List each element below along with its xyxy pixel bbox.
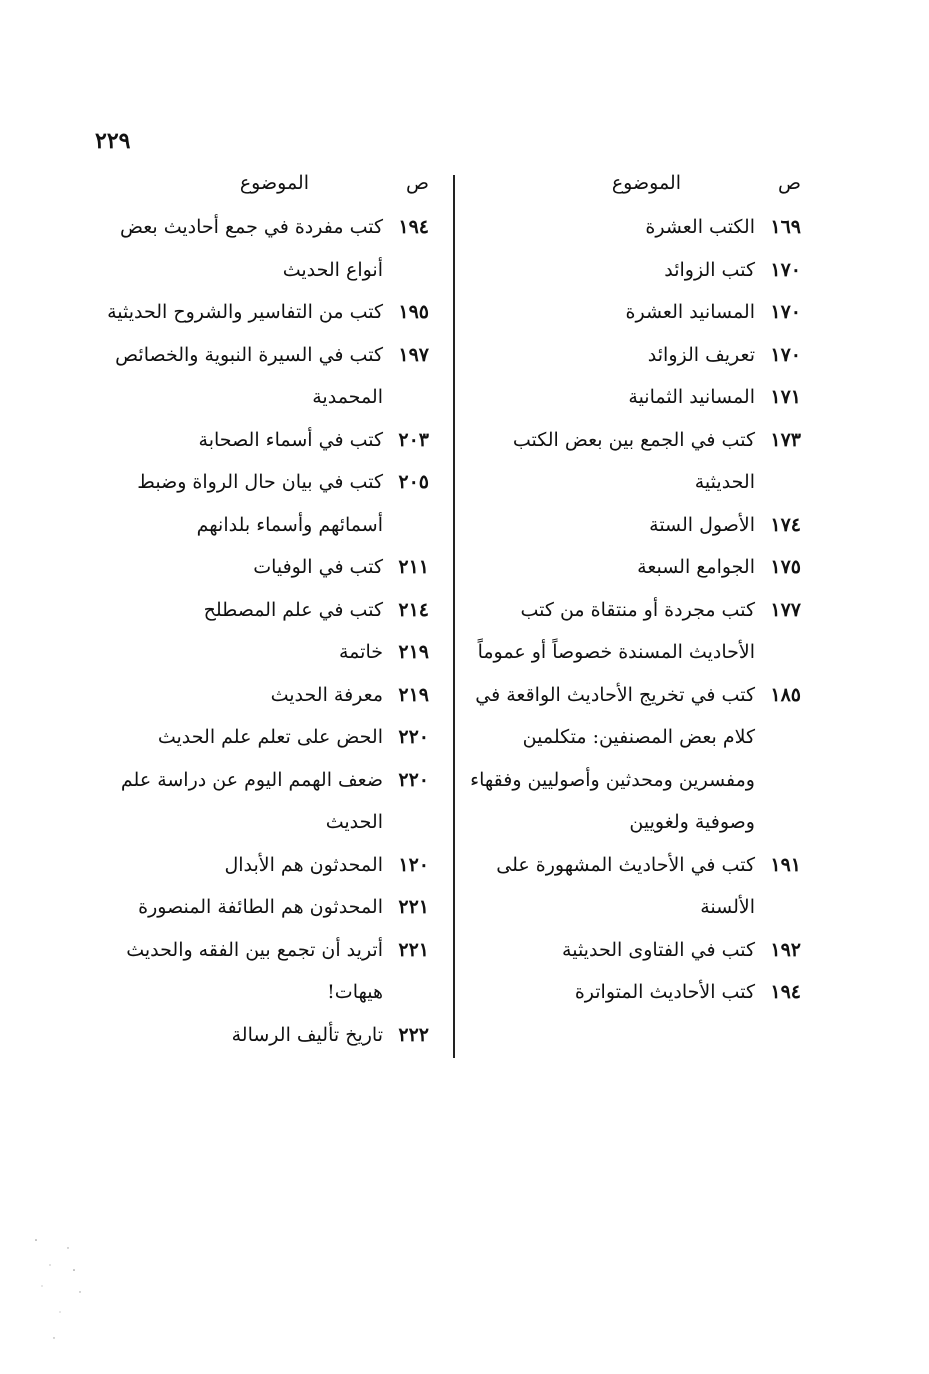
entry-page-number: ٢٢٠ [398, 768, 429, 791]
toc-entry [99, 589, 429, 632]
toc-entry [99, 929, 429, 1014]
entry-topic: المسانيد العشرة [625, 301, 755, 323]
column-header [99, 170, 429, 206]
entry-page-number: ١٧٤ [770, 513, 801, 536]
entry-page-number: ٢٢١ [398, 938, 429, 961]
toc-entry [451, 844, 801, 929]
entry-page-number: ٢١٤ [398, 598, 429, 621]
entry-page-number: ٢٢١ [398, 896, 429, 918]
entry-page-number: ١٩٤ [770, 981, 801, 1003]
entry-topic: كتب في السيرة النبوية والخصائص المحمدية [115, 343, 383, 408]
toc-entry [451, 504, 801, 547]
entry-page-number: ١٧٣ [770, 428, 801, 451]
toc-entry [451, 291, 801, 334]
entry-page-number: ١٩٧ [398, 343, 429, 366]
entry-topic: كتب مجردة أو منتقاة من كتب الأحاديث المسندة خصوصاً أو عموماً [477, 598, 755, 663]
entry-topic: الكتب العشرة [645, 216, 755, 238]
toc-entry [99, 206, 429, 291]
toc-entry [99, 886, 429, 929]
entry-topic: تاريخ تأليف الرسالة [231, 1023, 383, 1046]
toc-entry [99, 844, 429, 887]
entry-topic: أتريد أن تجمع بين الفقه والحديث هيهات! [126, 938, 383, 1003]
page-number: ٢٢٩ [95, 128, 131, 154]
entry-page-number: ٢٢٢ [398, 1023, 429, 1046]
toc-entry [451, 206, 801, 249]
entry-page-number: ١٩٤ [398, 216, 429, 238]
entry-topic: الجوامع السبعة [637, 556, 755, 578]
entry-topic: كتب في بيان حال الرواة وضبط أسمائهم وأسماء بلدانهم [137, 471, 383, 536]
entry-page-number: ١٧٠ [770, 301, 801, 323]
toc-entry [451, 929, 801, 972]
column-header [451, 170, 801, 206]
entry-page-number: ٢٠٣ [398, 428, 429, 451]
page-column-heading: ص [406, 172, 429, 194]
toc-entry [451, 546, 801, 589]
toc-entry [99, 631, 429, 674]
toc-entry [451, 334, 801, 377]
toc-entry [99, 674, 429, 717]
entry-topic: كتب في الوفيات [253, 556, 383, 578]
entry-topic: تعريف الزوائد [647, 343, 755, 366]
entry-topic: كتب من التفاسير والشروح الحديثية [107, 301, 383, 323]
toc-entry [99, 546, 429, 589]
toc-entry [451, 971, 801, 1014]
entry-topic: كتب في الجمع بين بعض الكتب الحديثية [512, 428, 755, 493]
entry-topic: خاتمة [339, 641, 383, 663]
entry-page-number: ١٧١ [770, 386, 801, 408]
toc-entry [99, 419, 429, 462]
toc-entry [99, 716, 429, 759]
entry-topic: كتب الزوائد [664, 258, 755, 281]
topic-column-heading: الموضوع [239, 172, 309, 194]
entry-topic: الأصول الستة [649, 513, 755, 536]
entry-page-number: ١٩٢ [770, 938, 801, 961]
toc-entry [99, 461, 429, 546]
entry-page-number: ١٧٠ [770, 343, 801, 366]
entry-topic: المحدثون هم الأبدال [224, 853, 383, 876]
toc-entry [99, 291, 429, 334]
entry-page-number: ١٧٧ [770, 598, 801, 621]
entry-topic: كتب في الفتاوى الحديثية [562, 938, 755, 961]
entry-page-number: ٢٠٥ [398, 471, 429, 493]
entry-page-number: ١٨٥ [770, 683, 801, 706]
entry-topic: كتب مفردة في جمع أحاديث بعض أنواع الحديث [119, 216, 383, 281]
entry-topic: المحدثون هم الطائفة المنصورة [138, 896, 383, 918]
entry-topic: كتب في تخريج الأحاديث الواقعة في كلام بعض المصنفين: متكلمين ومفسرين ومحدثين وأصوليين وفقهاء وصوفية ولغويين [470, 683, 755, 833]
entry-topic: كتب في الأحاديث المشهورة على الألسنة [496, 853, 755, 918]
toc-entry [451, 674, 801, 844]
entry-page-number: ١٦٩ [770, 216, 801, 238]
scan-specks [30, 1220, 90, 1350]
topic-column-heading: الموضوع [611, 172, 681, 194]
toc-column-right [451, 170, 801, 1014]
entry-page-number: ٢١١ [398, 556, 429, 578]
entry-topic: معرفة الحديث [270, 683, 383, 706]
entry-topic: المسانيد الثمانية [628, 386, 755, 408]
toc-entry [451, 589, 801, 674]
toc-entry [99, 334, 429, 419]
toc-entry [451, 376, 801, 419]
page-column-heading: ص [778, 172, 801, 194]
entry-page-number: ٢٢٠ [398, 726, 429, 748]
entry-topic: كتب في علم المصطلح [203, 598, 383, 621]
entry-page-number: ١٩١ [770, 853, 801, 876]
toc-entry [99, 1014, 429, 1057]
toc-entry [451, 249, 801, 292]
entry-page-number: ١٢٠ [398, 853, 429, 876]
toc-entry [451, 419, 801, 504]
toc-column-left [99, 170, 429, 1056]
entry-page-number: ١٧٥ [770, 556, 801, 578]
entry-topic: ضعف الهمم اليوم عن دراسة علم الحديث [120, 768, 383, 833]
entry-topic: كتب الأحاديث المتواترة [574, 981, 755, 1003]
toc-entry [99, 759, 429, 844]
entry-page-number: ١٩٥ [398, 301, 429, 323]
entry-page-number: ٢١٩ [398, 683, 429, 706]
entry-topic: الحض على تعلم علم الحديث [157, 726, 383, 748]
entry-page-number: ١٧٠ [770, 258, 801, 281]
entry-page-number: ٢١٩ [398, 641, 429, 663]
entry-topic: كتب في أسماء الصحابة [198, 428, 383, 451]
